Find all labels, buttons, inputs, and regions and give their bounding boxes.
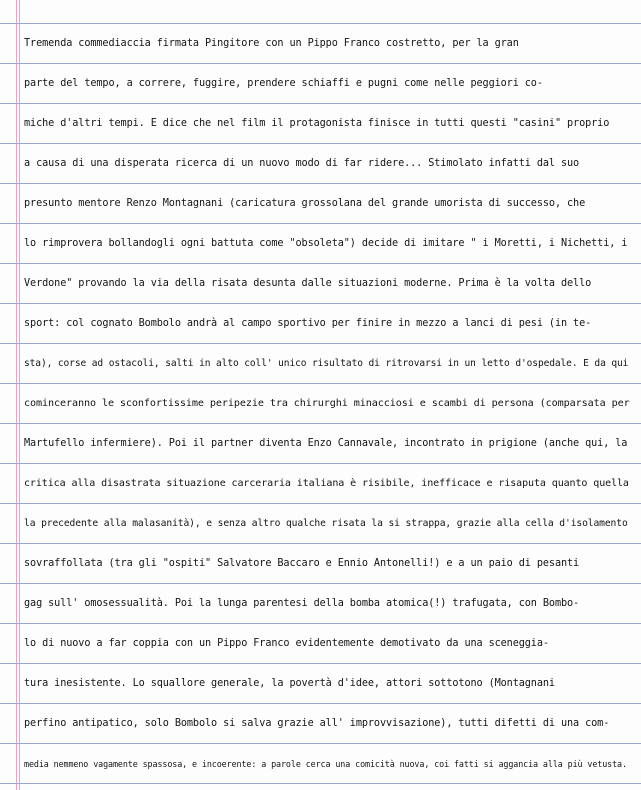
text-line-10: cominceranno le sconfortissime peripezie tra chirurghi minacciosi e scambi di persona (comparsata per [24,398,630,409]
ruled-line [0,623,641,624]
ruled-line [0,703,641,704]
ruled-line [0,463,641,464]
ruled-line [0,183,641,184]
ruled-line [0,263,641,264]
text-line-6: lo rimprovera bollandogli ogni battuta come "obsoleta") decide di imitare " i Moretti, i Nichetti, i [24,238,628,249]
ruled-line [0,543,641,544]
ruled-line [0,103,641,104]
ruled-line [0,783,641,784]
text-line-4: a causa di una disperata ricerca di un nuovo modo di far ridere... Stimolato infatti dal suo [24,158,580,169]
ruled-line [0,423,641,424]
text-line-17: tura inesistente. Lo squallore generale, la povertà d'idee, attori sottotono (Montagnani [24,678,555,689]
ruled-line [0,743,641,744]
text-line-15: gag sull' omosessualità. Poi la lunga parentesi della bomba atomica(!) trafugata, con Bombo- [24,598,580,609]
ruled-line [0,223,641,224]
text-line-18: perfino antipatico, solo Bombolo si salva grazie all' improvvisazione), tutti difetti di una com- [24,718,610,729]
ruled-line [0,303,641,304]
ruled-line [0,63,641,64]
ruled-line [0,503,641,504]
ruled-line [0,23,641,24]
ruled-line [0,383,641,384]
text-line-9: sta), corse ad ostacoli, salti in alto coll' unico risultato di ritrovarsi in un letto d'ospedale. E da qui [24,358,629,369]
text-line-2: parte del tempo, a correre, fuggire, prendere schiaffi e pugni come nelle peggiori co- [24,78,543,89]
left-margin-line-inner [19,0,20,790]
ruled-line [0,663,641,664]
text-line-1: Tremenda commediaccia firmata Pingitore con un Pippo Franco costretto, per la gran [24,38,519,49]
text-line-7: Verdone" provando la via della risata desunta dalle situazioni moderne. Prima è la volta dello [24,278,592,289]
text-line-14: sovraffollata (tra gli "ospiti" Salvatore Baccaro e Ennio Antonelli!) e a un paio di pesanti [24,558,580,569]
ruled-line [0,583,641,584]
text-line-12: critica alla disastrata situazione carceraria italiana è risibile, inefficace e risaputa quanto quella [24,478,629,489]
text-line-19: media nemmeno vagamente spassosa, e incoerente: a parole cerca una comicità nuova, coi fatti si aggancia alla più vetusta. [24,759,627,769]
text-line-5: presunto mentore Renzo Montagnani (caricatura grossolana del grande umorista di successo, che [24,198,586,209]
text-line-3: miche d'altri tempi. E dice che nel film il protagonista finisce in tutti questi "casini" proprio [24,118,610,129]
left-margin-line [16,0,17,790]
text-line-8: sport: col cognato Bombolo andrà al campo sportivo per finire in mezzo a lanci di pesi (in te- [24,318,592,329]
text-line-16: lo di nuovo a far coppia con un Pippo Franco evidentemente demotivato da una sceneggia- [24,638,549,649]
ruled-line [0,343,641,344]
text-line-13: la precedente alla malasanità), e senza altro qualche risata la si strappa, grazie alla cella d'isolamento [24,518,628,529]
text-line-11: Martufello infermiere). Poi il partner diventa Enzo Cannavale, incontrato in prigione (anche qui, la [24,438,628,449]
ruled-line [0,143,641,144]
